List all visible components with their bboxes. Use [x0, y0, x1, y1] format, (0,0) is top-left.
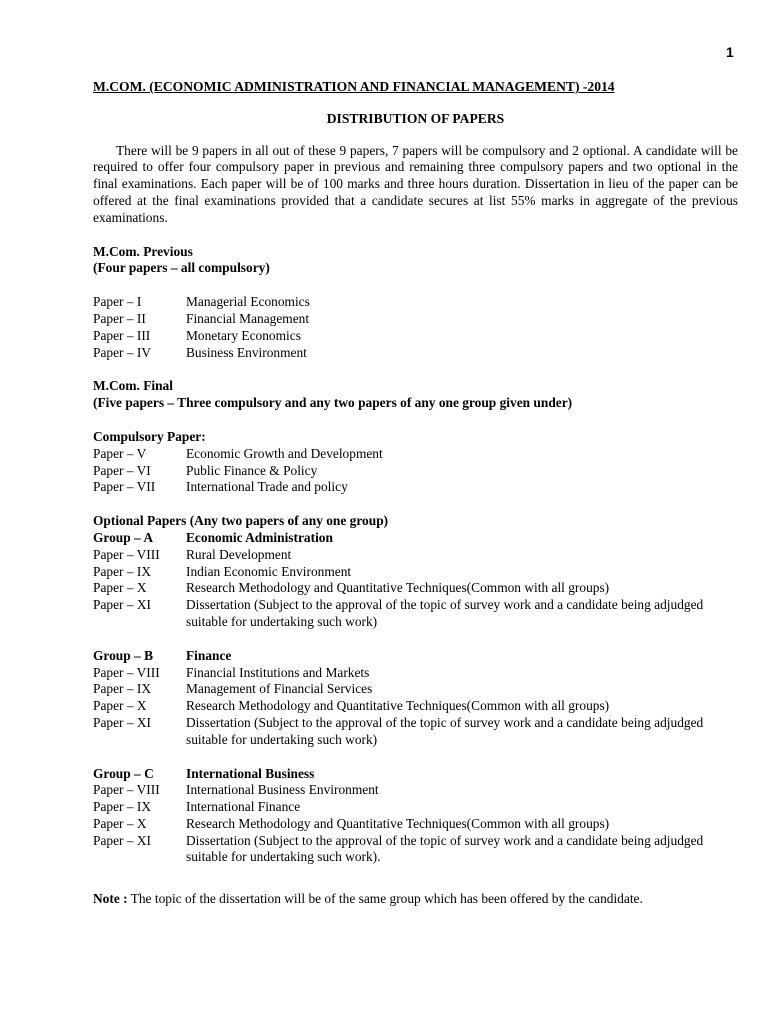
group-header [93, 530, 738, 547]
paper-title: Indian Economic Environment [186, 563, 352, 579]
group-header [93, 766, 738, 783]
document-body [93, 79, 738, 921]
paper-row [93, 580, 738, 597]
paper-label: Paper – I [93, 294, 142, 310]
paper-label: Paper – X [93, 698, 147, 714]
page-number: 1 [726, 44, 734, 60]
paper-title: Management of Financial Services [186, 681, 373, 697]
paper-label: Paper – IX [93, 799, 152, 815]
final-subheading: (Five papers – Three compulsory and any two papers of any one group given under) [93, 395, 573, 411]
compulsory-heading: Compulsory Paper: [93, 428, 206, 444]
paper-title: International Trade and policy [186, 479, 348, 495]
group-name: Finance [186, 647, 232, 663]
paper-label: Paper – X [93, 580, 147, 596]
paper-title: Managerial Economics [186, 294, 310, 310]
paper-row [93, 681, 738, 698]
group-label: Group – C [93, 765, 154, 781]
paper-label: Paper – VIII [93, 546, 160, 562]
group-label: Group – B [93, 647, 154, 663]
paper-row [93, 715, 738, 749]
paper-row [93, 597, 738, 631]
paper-row [93, 698, 738, 715]
paper-label: Paper – XI [93, 714, 152, 730]
paper-row [93, 782, 738, 799]
paper-title: Research Methodology and Quantitative Techniques(Common with all groups) [186, 698, 610, 714]
paper-row [93, 446, 738, 463]
paper-row [93, 328, 738, 345]
note [93, 891, 738, 908]
paper-label: Paper – V [93, 445, 147, 461]
paper-title: Public Finance & Policy [186, 462, 318, 478]
group-name: International Business [186, 765, 315, 781]
paper-title: Research Methodology and Quantitative Techniques(Common with all groups) [186, 815, 610, 831]
paper-label: Paper – III [93, 327, 151, 343]
paper-row [93, 311, 738, 328]
paper-label: Paper – VIII [93, 664, 160, 680]
document-title: M.COM. (ECONOMIC ADMINISTRATION AND FINANCIAL MANAGEMENT) -2014 [93, 79, 615, 94]
optional-group-c [93, 766, 738, 867]
paper-label: Paper – IX [93, 563, 152, 579]
note-text: The topic of the dissertation will be of the same group which has been offered by the candidate. [127, 891, 643, 907]
paper-label: Paper – VI [93, 462, 151, 478]
paper-title: Business Environment [186, 344, 307, 360]
previous-section [93, 244, 738, 362]
paper-row [93, 294, 738, 311]
paper-title: Economic Growth and Development [186, 445, 383, 461]
group-name: Economic Administration [186, 529, 333, 545]
paper-label: Paper – X [93, 815, 147, 831]
paper-label: Paper – IV [93, 344, 152, 360]
paper-label: Paper – VIII [93, 782, 160, 798]
group-label: Group – A [93, 529, 154, 545]
paper-row [93, 833, 738, 867]
paper-row [93, 345, 738, 362]
paper-label: Paper – XI [93, 832, 152, 848]
paper-row [93, 564, 738, 581]
paper-row [93, 665, 738, 682]
paper-row [93, 799, 738, 816]
paper-title: Rural Development [186, 546, 292, 562]
paper-row [93, 547, 738, 564]
paper-title: Monetary Economics [186, 327, 301, 343]
intro-paragraph: There will be 9 papers in all out of these 9 papers, 7 papers will be compulsory and 2 optional. A candidate will be required to offer four compulsory paper in previous and remaining three compulsory papers and two optional in the final examinations. Each paper will be of 100 marks and three hours duration. Dissertation in lieu of the paper can be offered at the final examinations provided that a candidate secures at list 55% marks in aggregate of the previous examinations. [93, 142, 738, 225]
paper-row [93, 479, 738, 496]
final-heading: M.Com. Final [93, 378, 173, 394]
paper-label: Paper – XI [93, 597, 152, 613]
note-label: Note : [93, 891, 128, 907]
paper-label: Paper – IX [93, 681, 152, 697]
paper-row [93, 816, 738, 833]
optional-heading: Optional Papers (Any two papers of any one group) [93, 513, 389, 529]
paper-title: International Business Environment [186, 782, 379, 798]
compulsory-section [93, 429, 738, 496]
previous-heading: M.Com. Previous [93, 243, 193, 259]
optional-group-a [93, 513, 738, 631]
paper-title: Financial Institutions and Markets [186, 664, 370, 680]
paper-row [93, 463, 738, 480]
paper-title: Dissertation (Subject to the approval of the topic of survey work and a candidate being adjudged suitable for undertaking such work) [186, 714, 704, 747]
paper-label: Paper – II [93, 310, 146, 326]
optional-group-b [93, 648, 738, 749]
group-header [93, 648, 738, 665]
paper-title: Dissertation (Subject to the approval of the topic of survey work and a candidate being adjudged suitable for undertaking such work) [186, 597, 704, 629]
paper-title: Research Methodology and Quantitative Techniques(Common with all groups) [186, 580, 610, 596]
previous-subheading: (Four papers – all compulsory) [93, 260, 270, 276]
paper-label: Paper – VII [93, 479, 156, 495]
paper-title: International Finance [186, 799, 301, 815]
previous-paper-list [93, 294, 738, 361]
final-section [93, 378, 738, 412]
paper-title: Dissertation (Subject to the approval of the topic of survey work and a candidate being adjudged suitable for undertaking such work). [186, 832, 704, 865]
paper-title: Financial Management [186, 310, 310, 326]
section-title: DISTRIBUTION OF PAPERS [326, 110, 505, 126]
